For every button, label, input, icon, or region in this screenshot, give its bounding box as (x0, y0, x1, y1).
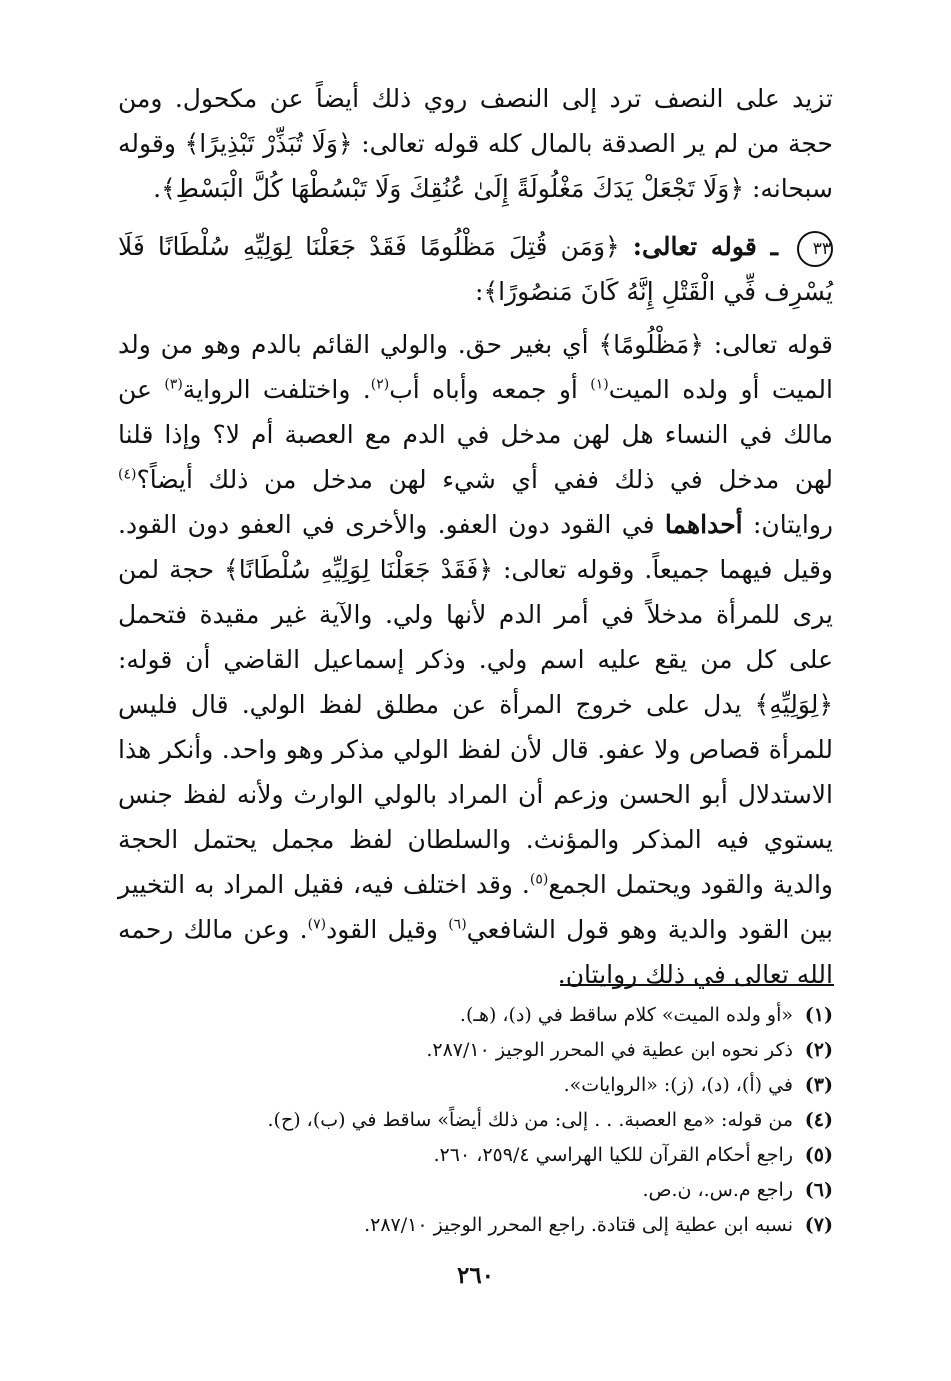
verse-text: ﴿وَمَن قُتِلَ مَظْلُومًا فَقَدْ جَعَلْنَا لِوَلِيِّهِ سُلْطَانًا فَلَا يُسْرِف فِّي الْقَتْلِ إِنَّهُ كَانَ مَنصُورًا﴾: (118, 232, 833, 306)
commentary-text: . واختلفت الرواية (182, 375, 371, 404)
commentary-text: روايتان: (742, 510, 833, 539)
footnote-text: في (أ)، (د)، (ز): «الروايات». (563, 1074, 793, 1096)
footnote-ref-4[interactable]: (٤) (118, 466, 137, 483)
footnote-text: ذكر نحوه ابن عطية في المحرر الوجيز ٢٨٧/١٠. (426, 1039, 793, 1061)
footnote-item (118, 1208, 833, 1243)
footnote-text: «أو ولده الميت» كلام ساقط في (د)، (هـ). (459, 1004, 793, 1026)
commentary-text: في القود دون العفو. والأخرى في العفو دون القود. وقيل فيهما جميعاً. وقوله تعالى: ﴿فَقَدْ جَعَلْنَا لِوَلِيِّهِ سُلْطَانًا﴾ حجة لمن يرى للمرأة مدخلاً في أمر الدم لأنها ولي. والآية غير مقيدة فتحمل على كل من يقع عليه اسم ولي. وذكر إسماعيل القاضي أن قوله: ﴿لِوَلِيِّهِ﴾ يدل على خروج المرأة عن مطلق لفظ الولي. قال فليس للمرأة قصاص ولا عفو. قال لأن لفظ الولي مذكر وهو واحد. وأنكر هذا الاستدلال أبو الحسن وزعم أن المراد بالولي الوارث ولأنه لفظ جنس يستوي فيه المذكر والمؤنث. والسلطان لفظ مجمل يحتمل الحجة والدية والقود ويحتمل الجمع (118, 510, 833, 899)
footnote-divider (560, 984, 834, 986)
footnote-ref-1[interactable]: (١) (590, 376, 609, 393)
verse-heading (118, 224, 833, 314)
footnote-ref-6[interactable]: (٦) (448, 916, 467, 933)
footnote-number: (٦) (804, 1179, 833, 1201)
footnote-number: (١) (804, 1004, 833, 1026)
page-number: ٢٦٠ (456, 1262, 495, 1289)
footnote-text: نسبه ابن عطية إلى قتادة. راجع المحرر الوجيز ٢٨٧/١٠. (364, 1214, 793, 1236)
commentary-text: أو جمعه وأباه أب (389, 375, 591, 404)
footnote-item (118, 1138, 833, 1173)
bold-keyword: أحداهما (664, 510, 743, 539)
commentary-text: . وقد اختلف فيه، فقيل المراد به التخيير بين القود والدية وهو قول الشافعي (118, 870, 833, 944)
footnote-ref-3[interactable]: (٣) (164, 376, 183, 393)
commentary-text: قوله تعالى: ﴿مَظْلُومًا﴾ أي بغير حق. والولي القائم بالدم وهو من ولد الميت أو ولده الميت (118, 330, 833, 404)
commentary-text: وقيل القود (326, 915, 449, 944)
footnote-item (118, 1033, 833, 1068)
footnote-item (118, 998, 833, 1033)
commentary-paragraph (118, 322, 833, 997)
footnote-number: (٤) (804, 1109, 833, 1131)
commentary-text: . وعن مالك رحمه الله تعالى في ذلك روايتان. (118, 915, 833, 989)
footnote-number: (٣) (804, 1074, 833, 1096)
footnote-ref-5[interactable]: (٥) (529, 871, 549, 888)
footnote-item (118, 1103, 833, 1138)
footnote-ref-7[interactable]: (٧) (307, 916, 327, 933)
footnote-text: راجع أحكام القرآن للكيا الهراسي ٢٥٩/٤، ٢٦٠. (433, 1144, 793, 1166)
intro-paragraph: تزيد على النصف ترد إلى النصف روي ذلك أيضاً عن مكحول. ومن حجة من لم ير الصدقة بالمال كله قوله تعالى: ﴿وَلَا تُبَذِّرْ تَبْذِيرًا﴾ وقوله سبحانه: ﴿وَلَا تَجْعَلْ يَدَكَ مَغْلُولَةً إِلَىٰ عُنُقِكَ وَلَا تَبْسُطْهَا كُلَّ الْبَسْطِ﴾. (118, 84, 833, 203)
footnote-item (118, 1173, 833, 1208)
footnote-number: (٢) (804, 1039, 833, 1061)
footnote-ref-2[interactable]: (٢) (370, 376, 390, 393)
footnote-text: راجع م.س.، ن.ص. (642, 1179, 793, 1201)
footnote-text: من قوله: «مع العصبة. . . إلى: من ذلك أيضاً» ساقط في (ب)، (ح). (267, 1109, 793, 1131)
footnotes-list (118, 998, 833, 1243)
commentary-text: عن مالك في النساء هل لهن مدخل في الدم مع العصبة أم لا؟ وإذا قلنا لهن مدخل في ذلك ففي أي شيء لهن مدخل من ذلك أيضاً؟ (118, 375, 833, 494)
footnote-number: (٥) (804, 1144, 833, 1166)
verse-number-medallion: ٣٣ (797, 231, 833, 267)
footnote-number: (٧) (804, 1214, 833, 1236)
footnote-item (118, 1068, 833, 1103)
verse-lead: ـ قوله تعالى: (632, 232, 778, 261)
